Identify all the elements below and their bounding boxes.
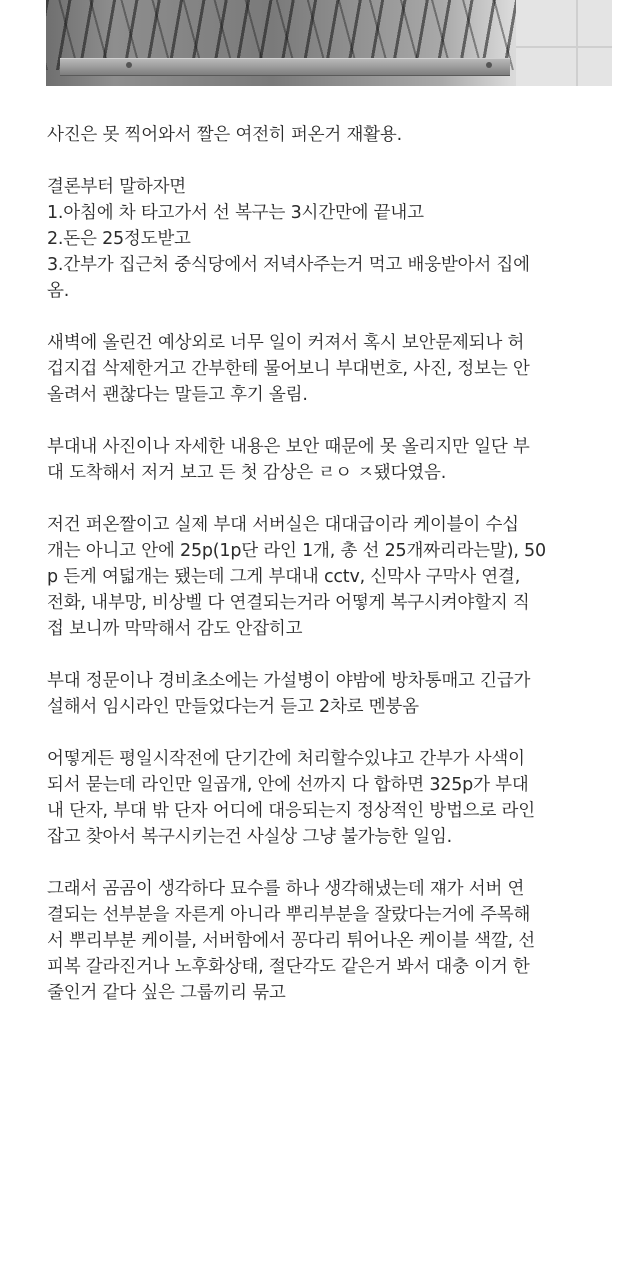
floor-tile <box>516 0 612 86</box>
post-paragraph <box>47 434 617 486</box>
text-line: 결론부터 말하자면 <box>47 177 187 197</box>
rail-screw <box>126 62 132 68</box>
post-paragraph <box>47 122 617 148</box>
text-line: 어떻게든 평일시작전에 단기간에 처리할수있냐고 간부가 사색이 <box>47 749 525 769</box>
post-paragraph <box>47 668 617 720</box>
text-line: 대 도착해서 저거 보고 든 첫 감상은 ㄹㅇ ㅈ됐다였음. <box>47 463 447 483</box>
text-line: 겁지겁 삭제한거고 간부한테 물어보니 부대번호, 사진, 정보는 안 <box>47 359 530 379</box>
text-line: 사진은 못 찍어와서 짤은 여전히 퍼온거 재활용. <box>47 125 402 145</box>
text-line: p 든게 여덟개는 됐는데 그게 부대내 cctv, 신막사 구막사 연결, <box>47 567 521 587</box>
text-line: 2.돈은 25정도받고 <box>47 229 191 249</box>
text-line: 1.아침에 차 타고가서 선 복구는 3시간만에 끝내고 <box>47 203 424 223</box>
text-line: 그래서 곰곰이 생각하다 묘수를 하나 생각해냈는데 쟤가 서버 연 <box>47 879 525 899</box>
rail-screw <box>486 62 492 68</box>
text-line: 피복 갈라진거나 노후화상태, 절단각도 같은거 봐서 대충 이거 한 <box>47 957 530 977</box>
text-line: 저건 퍼온짤이고 실제 부대 서버실은 대대급이라 케이블이 수십 <box>47 515 519 535</box>
text-line: 결되는 선부분을 자른게 아니라 뿌리부분을 잘랐다는거에 주목해 <box>47 905 531 925</box>
post-paragraph <box>47 330 617 408</box>
text-line: 되서 묻는데 라인만 일곱개, 안에 선까지 다 합하면 325p가 부대 <box>47 775 529 795</box>
text-line: 부대내 사진이나 자세한 내용은 보안 때문에 못 올리지만 일단 부 <box>47 437 530 457</box>
post-paragraph <box>47 746 617 850</box>
text-line: 잡고 찾아서 복구시키는건 사실상 그냥 불가능한 일임. <box>47 827 453 847</box>
text-line: 내 단자, 부대 밖 단자 어디에 대응되는지 정상적인 방법으로 라인 <box>47 801 535 821</box>
text-line: 서 뿌리부분 케이블, 서버함에서 꽁다리 튀어나온 케이블 색깔, 선 <box>47 931 535 951</box>
text-line: 새벽에 올린건 예상외로 너무 일이 커져서 혹시 보안문제되나 허 <box>47 333 525 353</box>
text-line: 옴. <box>47 281 70 301</box>
post-paragraph <box>47 512 617 642</box>
post-paragraph <box>47 876 617 1006</box>
text-line: 3.간부가 집근처 중식당에서 저녁사주는거 먹고 배웅받아서 집에 <box>47 255 530 275</box>
text-line: 올려서 괜찮다는 말듣고 후기 올림. <box>47 385 308 405</box>
text-line: 접 보니까 막막해서 감도 안잡히고 <box>47 619 303 639</box>
text-line: 설해서 임시라인 만들었다는거 듣고 2차로 멘붕옴 <box>47 697 419 717</box>
server-cable-photo <box>46 0 612 86</box>
text-line: 전화, 내부망, 비상벨 다 연결되는거라 어떻게 복구시켜야할지 직 <box>47 593 530 613</box>
text-line: 부대 정문이나 경비초소에는 가설병이 야밤에 방차통매고 긴급가 <box>47 671 531 691</box>
post-body <box>47 122 617 1032</box>
text-line: 개는 아니고 안에 25p(1p단 라인 1개, 총 선 25개짜리라는말), 50 <box>47 541 546 561</box>
text-line: 줄인거 같다 싶은 그룹끼리 묶고 <box>47 983 286 1003</box>
post-paragraph <box>47 174 617 304</box>
